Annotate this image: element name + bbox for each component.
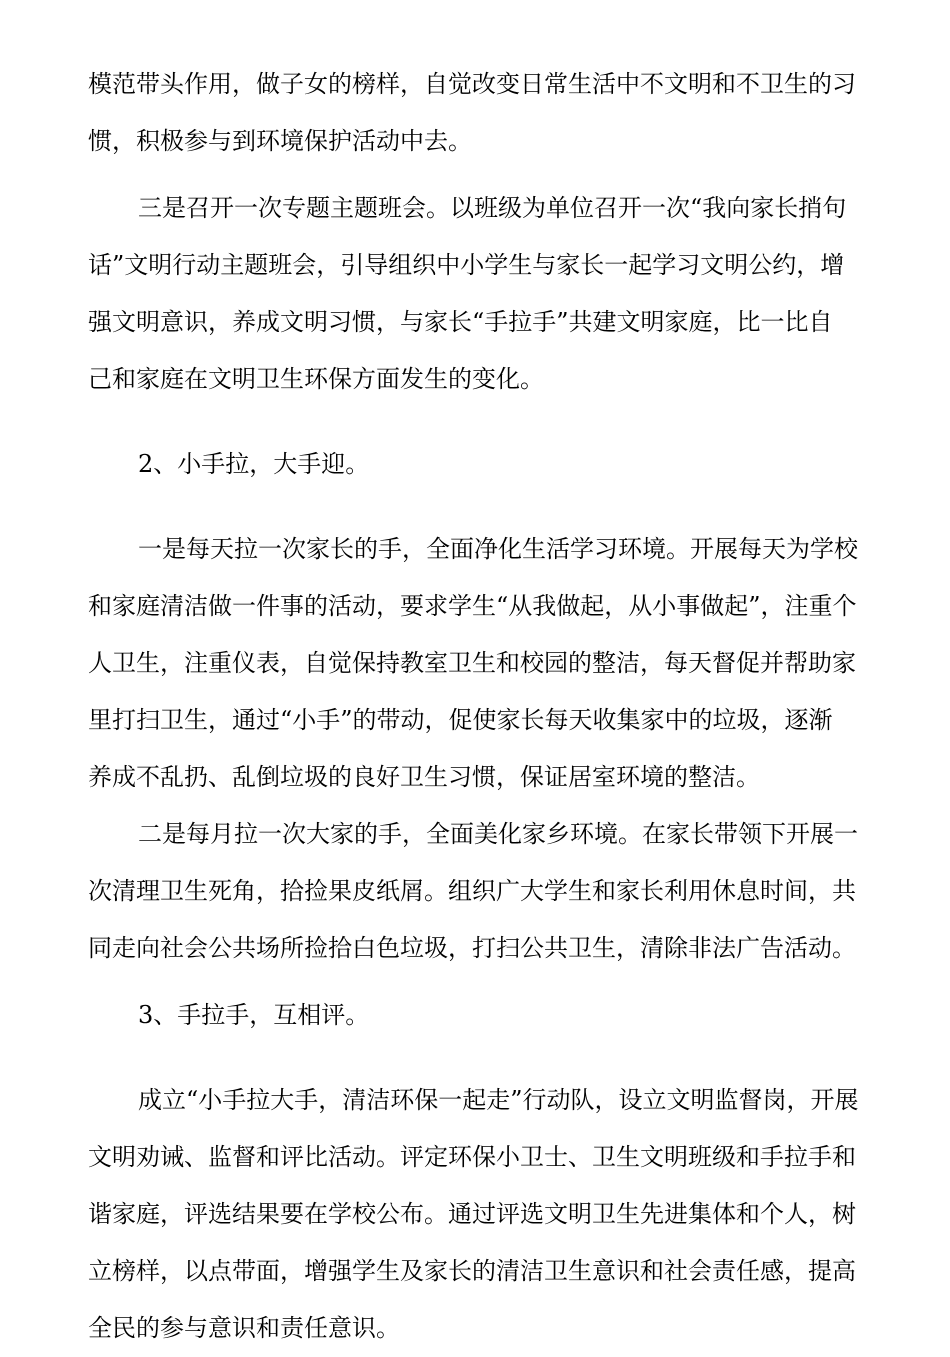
- paragraph-3: [88, 521, 864, 806]
- paragraph-4: [88, 806, 864, 977]
- text-line: 文明劝诫、监督和评比活动。评定环保小卫士、卫生文明班级和手拉手和: [88, 1143, 856, 1171]
- text-line: 里打扫卫生，通过“小手”的带动，促使家长每天收集家中的垃圾，逐渐: [88, 706, 833, 734]
- text-line: 同走向社会公共场所捡拾白色垃圾，打扫公共卫生，清除非法广告活动。: [88, 934, 856, 962]
- text-line: 惯，积极参与到环境保护活动中去。: [88, 127, 472, 155]
- text-line: 谐家庭，评选结果要在学校公布。通过评选文明卫生先进集体和个人，树: [88, 1200, 856, 1228]
- paragraph-5: [88, 1072, 864, 1357]
- text-line: 话”文明行动主题班会，引导组织中小学生与家长一起学习文明公约，增: [88, 251, 845, 279]
- text-line: 和家庭清洁做一件事的活动，要求学生“从我做起，从小事做起”，注重个: [88, 592, 857, 620]
- text-line: 全民的参与意识和责任意识。: [88, 1314, 400, 1342]
- text-line: 三是召开一次专题主题班会。以班级为单位召开一次“我向家长捎句: [138, 194, 847, 222]
- text-line: 强文明意识，养成文明习惯，与家长“手拉手”共建文明家庭，比一比自: [88, 308, 833, 336]
- paragraph-1: [88, 56, 864, 170]
- section-heading-3: 3、手拉手，互相评。: [138, 1001, 370, 1029]
- paragraph-2: [88, 180, 864, 408]
- text-line: 己和家庭在文明卫生环保方面发生的变化。: [88, 365, 544, 393]
- text-line: 模范带头作用，做子女的榜样，自觉改变日常生活中不文明和不卫生的习: [88, 70, 856, 98]
- text-line: 二是每月拉一次大家的手，全面美化家乡环境。在家长带领下开展一: [138, 820, 858, 848]
- text-line: 养成不乱扔、乱倒垃圾的良好卫生习惯，保证居室环境的整洁。: [88, 763, 760, 791]
- text-line: 次清理卫生死角，拾捡果皮纸屑。组织广大学生和家长利用休息时间，共: [88, 877, 856, 905]
- text-line: 成立“小手拉大手，清洁环保一起走”行动队，设立文明监督岗，开展: [138, 1086, 859, 1114]
- section-heading-2: 2、小手拉，大手迎。: [138, 450, 370, 478]
- text-line: 人卫生，注重仪表，自觉保持教室卫生和校园的整洁，每天督促并帮助家: [88, 649, 856, 677]
- text-line: 立榜样，以点带面，增强学生及家长的清洁卫生意识和社会责任感，提高: [88, 1257, 856, 1285]
- text-line: 一是每天拉一次家长的手，全面净化生活学习环境。开展每天为学校: [138, 535, 858, 563]
- document-page: [88, 56, 864, 1357]
